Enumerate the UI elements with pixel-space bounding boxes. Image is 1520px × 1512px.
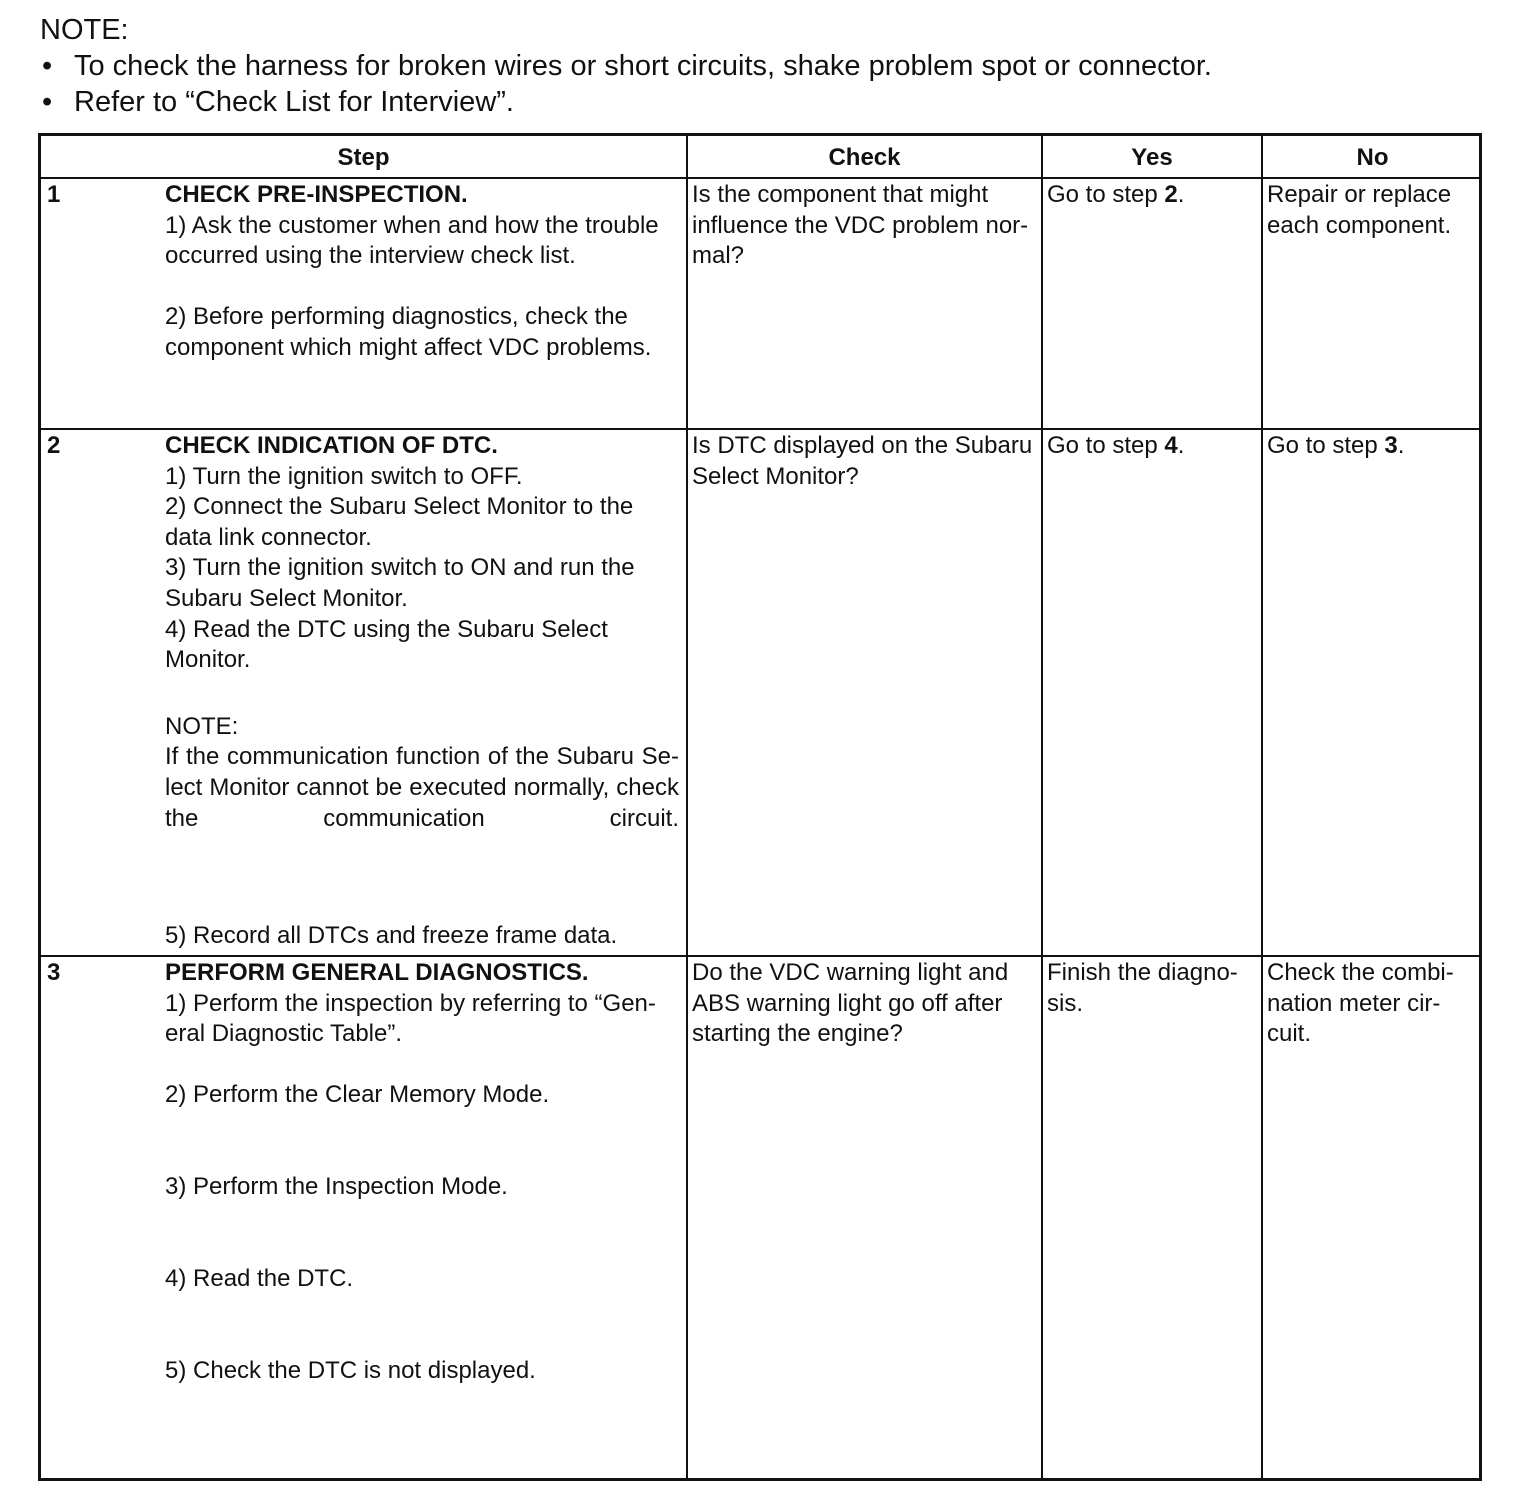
yes-suffix: . xyxy=(1177,181,1185,208)
yes-action: Finish the diagno-sis. xyxy=(1047,959,1238,1017)
inline-note-label: NOTE: xyxy=(165,712,239,740)
no-suffix: . xyxy=(1397,432,1405,459)
substep: 2) Perform the Clear Memory Mode. xyxy=(165,1081,550,1109)
substep: 4) Read the DTC. xyxy=(165,1264,354,1292)
yes-suffix: . xyxy=(1177,432,1185,459)
no-prefix: Go to step xyxy=(1267,432,1385,459)
yes-prefix: Go to step xyxy=(1047,181,1165,208)
step-title: CHECK INDICATION OF DTC. xyxy=(165,432,498,459)
no-action: Check the combi-nation meter cir-cuit. xyxy=(1267,959,1454,1048)
substep: 2) Before performing diagnostics, check the component which might affect VDC problems. xyxy=(165,303,652,361)
check-question: Is DTC displayed on the Subaru Select Monitor? xyxy=(692,432,1033,490)
diagnostic-table xyxy=(38,133,1482,1481)
yes-step-number: 4 xyxy=(1164,432,1178,459)
header-no: No xyxy=(1356,144,1389,171)
column-divider xyxy=(1261,136,1263,1478)
note-bullet xyxy=(40,48,1212,84)
note-bullet-text: Refer to “Check List for Interview”. xyxy=(74,86,514,118)
header-yes: Yes xyxy=(1131,144,1173,171)
row-divider xyxy=(41,428,1479,430)
no-action xyxy=(1267,431,1477,462)
yes-prefix: Go to step xyxy=(1047,432,1165,459)
check-question: Is the component that might influence the VDC problem nor-mal? xyxy=(692,181,1029,270)
check-question: Do the VDC warning light and ABS warning light go off after starting the engine? xyxy=(692,959,1009,1048)
step-content xyxy=(165,180,679,364)
substep: 1) Turn the ignition switch to OFF. xyxy=(165,462,523,490)
bullet-dot: • xyxy=(42,86,53,118)
step-number: 3 xyxy=(47,959,61,986)
yes-action xyxy=(1047,180,1257,211)
header-check: Check xyxy=(828,144,901,171)
column-divider xyxy=(1041,136,1043,1478)
step-content xyxy=(165,958,679,1386)
substep: 3) Perform the Inspection Mode. xyxy=(165,1173,508,1201)
note-block xyxy=(40,12,1212,120)
final-substep: 5) Record all DTCs and freeze frame data. xyxy=(165,922,618,949)
step-title: CHECK PRE-INSPECTION. xyxy=(165,181,468,208)
substep: 1) Perform the inspection by referring to “Gen-eral Diagnostic Table”. xyxy=(165,989,656,1048)
inline-note-text: If the communication function of the Subaru Se-lect Monitor cannot be executed normally, check the communication circuit. xyxy=(165,743,679,832)
substep: 2) Connect the Subaru Select Monitor to the data link connector. xyxy=(165,493,634,551)
note-bullet-text: To check the harness for broken wires or short circuits, shake problem spot or connector. xyxy=(74,50,1212,82)
yes-action xyxy=(1047,431,1257,462)
substep: 3) Turn the ignition switch to ON and run the Subaru Select Monitor. xyxy=(165,554,635,612)
note-bullet xyxy=(40,84,1212,120)
no-action: Repair or replace each component. xyxy=(1267,181,1452,239)
step-content xyxy=(165,431,679,834)
step-number: 2 xyxy=(47,432,61,459)
no-step-number: 3 xyxy=(1384,432,1398,459)
row-divider xyxy=(41,955,1479,957)
substep: 4) Read the DTC using the Subaru Select Monitor. xyxy=(165,615,608,674)
column-divider xyxy=(686,136,688,1478)
substep: 5) Check the DTC is not displayed. xyxy=(165,1356,536,1384)
header-step: Step xyxy=(337,144,390,171)
step-title: PERFORM GENERAL DIAGNOSTICS. xyxy=(165,959,589,986)
step-number: 1 xyxy=(47,181,61,208)
bullet-dot: • xyxy=(42,50,53,82)
note-label: NOTE: xyxy=(40,14,129,46)
substep: 1) Ask the customer when and how the trouble occurred using the interview check list. xyxy=(165,211,659,270)
yes-step-number: 2 xyxy=(1164,181,1178,208)
